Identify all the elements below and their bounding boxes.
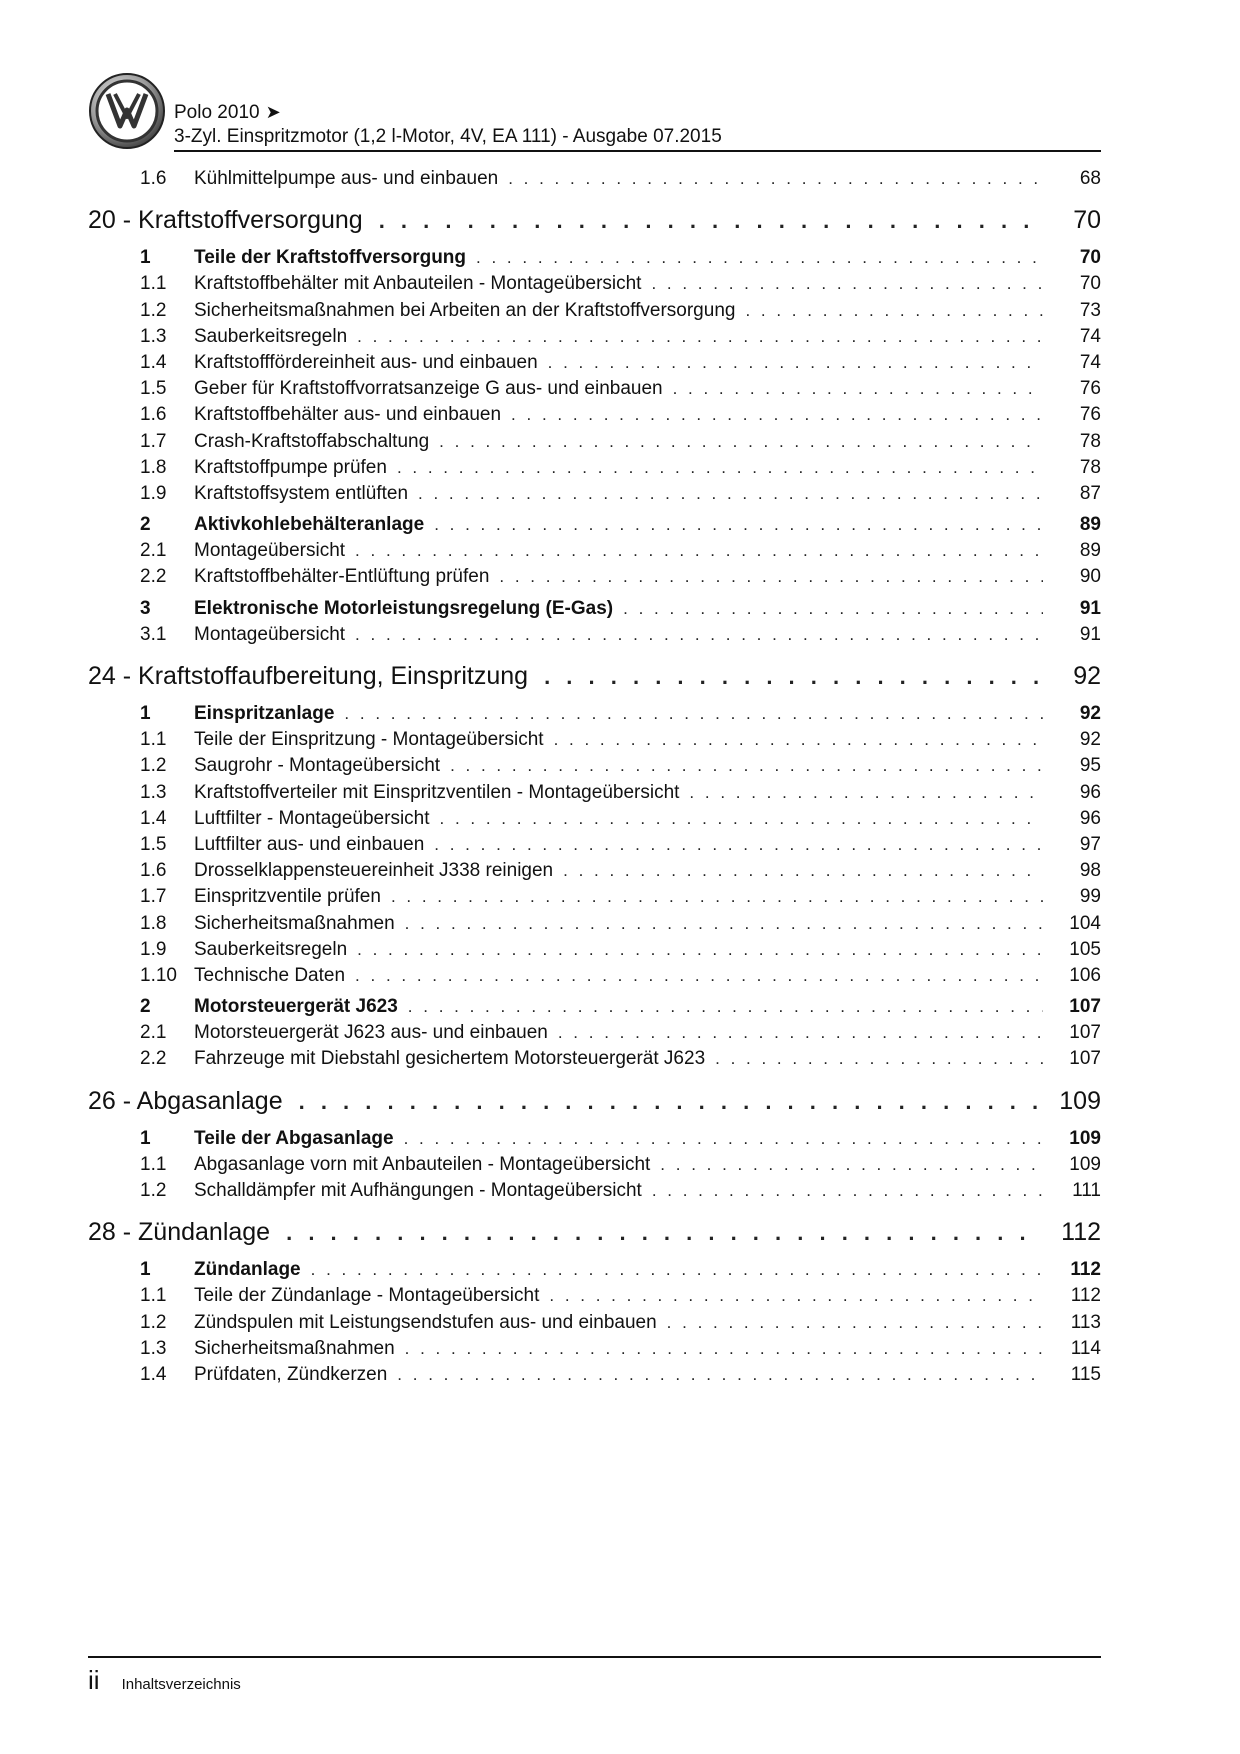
- toc-entry-page: 68: [1079, 168, 1101, 189]
- toc-entry-title: Teile der Kraftstoffversorgung: [194, 247, 467, 269]
- footer-divider: [88, 1656, 1101, 1658]
- toc-entry[interactable]: [88, 965, 1101, 991]
- toc-dot-leader: [563, 861, 1043, 881]
- toc-entry-number: 1: [140, 1127, 151, 1149]
- toc-entry-title: 26 - Abgasanlage: [88, 1086, 283, 1115]
- toc-chapter-entry[interactable]: [88, 1218, 1101, 1254]
- toc-entry-title: Motorsteuergerät J623 aus- und einbauen: [194, 1022, 548, 1044]
- toc-dot-leader: [357, 327, 1043, 347]
- toc-dot-leader: [450, 756, 1043, 776]
- toc-entry-title: Geber für Kraftstoffvorratsanzeige G aus- und einbauen: [194, 378, 663, 400]
- toc-entry[interactable]: [88, 1128, 1101, 1154]
- toc-entry-number: 1.2: [140, 299, 167, 321]
- toc-dot-leader: [548, 353, 1043, 373]
- toc-dot-leader: [311, 1260, 1043, 1280]
- toc-entry-title: Elektronische Motorleistungsregelung (E-Gas): [194, 597, 614, 619]
- toc-entry[interactable]: [88, 808, 1101, 834]
- toc-entry[interactable]: [88, 431, 1101, 457]
- toc-entry-number: 1.2: [140, 1180, 167, 1201]
- toc-dot-leader: [499, 567, 1043, 587]
- toc-entry[interactable]: [88, 404, 1101, 430]
- toc-entry-page: 92: [1079, 703, 1101, 724]
- toc-entry-page: 76: [1079, 404, 1101, 426]
- toc-entry-title: Motorsteuergerät J623: [194, 996, 398, 1018]
- toc-entry-title: Einspritzventile prüfen: [194, 886, 381, 908]
- toc-dot-leader: [408, 997, 1043, 1017]
- header-title: [174, 100, 722, 149]
- toc-entry-number: 1.7: [140, 886, 167, 908]
- toc-dot-leader: [355, 966, 1043, 986]
- toc-entry-title: 20 - Kraftstoffversorgung: [88, 206, 363, 235]
- toc-entry-number: 2: [140, 514, 151, 536]
- toc-entry-number: 1.4: [140, 807, 167, 829]
- toc-entry-title: Drosselklappensteuereinheit J338 reinigen: [194, 860, 554, 882]
- toc-entry[interactable]: [88, 457, 1101, 483]
- toc-chapter-entry[interactable]: [88, 662, 1101, 698]
- toc-entry[interactable]: [88, 378, 1101, 404]
- toc-entry[interactable]: [88, 514, 1101, 540]
- toc-chapter-entry[interactable]: [88, 206, 1101, 242]
- toc-entry[interactable]: [88, 939, 1101, 965]
- toc-entry[interactable]: [88, 598, 1101, 624]
- toc-dot-leader: [434, 515, 1043, 535]
- toc-entry-number: 1.3: [140, 325, 167, 347]
- toc-entry[interactable]: [88, 273, 1101, 299]
- toc-entry[interactable]: [88, 886, 1101, 912]
- page-header: [88, 72, 1101, 154]
- toc-entry[interactable]: [88, 624, 1101, 650]
- toc-dot-leader: [544, 664, 1043, 690]
- toc-entry-page: 87: [1079, 482, 1101, 504]
- toc-entry-number: 3: [140, 597, 151, 619]
- toc-entry-title: Kraftstoffsystem entlüften: [194, 482, 409, 504]
- toc-entry-page: 97: [1079, 833, 1101, 855]
- toc-entry[interactable]: [88, 703, 1101, 729]
- toc-entry-page: 74: [1079, 325, 1101, 347]
- toc-dot-leader: [652, 1181, 1043, 1201]
- toc-dot-leader: [476, 248, 1043, 268]
- toc-entry-page: 70: [1079, 247, 1101, 269]
- toc-entry-number: 1.1: [140, 1153, 167, 1175]
- toc-entry-title: Sicherheitsmaßnahmen: [194, 1337, 395, 1359]
- header-divider: [174, 150, 1101, 152]
- toc-entry-number: 2.1: [140, 540, 167, 562]
- toc-dot-leader: [440, 809, 1043, 829]
- toc-entry[interactable]: [88, 755, 1101, 781]
- toc-entry-page: 74: [1079, 351, 1101, 373]
- toc-entry-title: Saugrohr - Montageübersicht: [194, 755, 441, 777]
- toc-entry-number: 1.9: [140, 938, 167, 960]
- toc-entry-page: 89: [1079, 514, 1101, 536]
- toc-entry-number: 1.2: [140, 755, 167, 777]
- toc-entry-title: Schalldämpfer mit Aufhängungen - Montageübersicht: [194, 1180, 642, 1201]
- toc-entry-page: 76: [1079, 378, 1101, 400]
- toc-entry-title: Sauberkeitsregeln: [194, 938, 348, 960]
- toc-entry[interactable]: [88, 168, 1101, 194]
- toc-entry-title: Kraftstoffverteiler mit Einspritzventilen - Montageübersicht: [194, 781, 680, 803]
- toc-entry-title: Kraftstofffördereinheit aus- und einbauen: [194, 351, 538, 373]
- toc-entry[interactable]: [88, 300, 1101, 326]
- toc-entry[interactable]: [88, 1364, 1101, 1390]
- toc-entry[interactable]: [88, 860, 1101, 886]
- toc-entry[interactable]: [88, 729, 1101, 755]
- vw-logo-icon: [88, 72, 166, 150]
- toc-entry[interactable]: [88, 996, 1101, 1022]
- toc-entry[interactable]: [88, 1259, 1101, 1285]
- toc-entry-number: 1.7: [140, 430, 167, 452]
- toc-dot-leader: [651, 274, 1043, 294]
- toc-entry-number: 1.6: [140, 168, 167, 189]
- toc-entry-title: Sauberkeitsregeln: [194, 325, 348, 347]
- toc-entry-number: 1.5: [140, 833, 167, 855]
- toc-entry-title: Zündspulen mit Leistungsendstufen aus- und einbauen: [194, 1311, 657, 1333]
- toc-entry-title: Kraftstoffbehälter aus- und einbauen: [194, 404, 502, 426]
- toc-entry[interactable]: [88, 913, 1101, 939]
- toc-entry-number: 1.8: [140, 456, 167, 478]
- toc-entry-page: 107: [1069, 1048, 1101, 1070]
- toc-entry-page: 109: [1059, 1086, 1101, 1115]
- toc-entry-page: 109: [1069, 1127, 1101, 1149]
- toc-dot-leader: [286, 1220, 1043, 1246]
- toc-entry-page: 91: [1079, 597, 1101, 619]
- toc-entry-title: 28 - Zündanlage: [88, 1218, 271, 1247]
- toc-entry-page: 92: [1079, 729, 1101, 751]
- toc-entry[interactable]: [88, 540, 1101, 566]
- toc-entry-page: 106: [1069, 964, 1101, 986]
- toc-entry-number: 2.1: [140, 1022, 167, 1044]
- toc-entry-page: 96: [1079, 781, 1101, 803]
- toc-entry-number: 1.10: [140, 964, 177, 986]
- toc-entry-number: 1.9: [140, 482, 167, 504]
- header-model-line: [174, 100, 722, 125]
- toc-entry-page: 104: [1069, 912, 1101, 934]
- toc-entry-page: 78: [1079, 430, 1101, 452]
- toc-dot-leader: [405, 1339, 1043, 1359]
- toc-entry-page: 78: [1079, 456, 1101, 478]
- toc-dot-leader: [391, 887, 1043, 907]
- toc-entry-title: Kraftstoffpumpe prüfen: [194, 456, 387, 478]
- toc-entry-number: 1.4: [140, 351, 167, 373]
- toc-entry-page: 73: [1079, 299, 1101, 321]
- toc-entry[interactable]: [88, 1312, 1101, 1338]
- toc-dot-leader: [673, 379, 1043, 399]
- toc-dot-leader: [667, 1313, 1043, 1333]
- toc-chapter-entry[interactable]: [88, 1087, 1101, 1123]
- toc-entry-number: 1: [140, 247, 151, 269]
- toc-entry-page: 109: [1069, 1153, 1101, 1175]
- toc-entry-number: 1.5: [140, 378, 167, 400]
- toc-entry-page: 112: [1061, 1218, 1101, 1247]
- toc-dot-leader: [715, 1049, 1043, 1069]
- toc-dot-leader: [508, 169, 1043, 189]
- toc-dot-leader: [558, 1023, 1043, 1043]
- toc-entry-title: Montageübersicht: [194, 540, 346, 562]
- toc-entry-number: 1: [140, 703, 151, 724]
- toc-entry-number: 1.1: [140, 273, 167, 295]
- page-footer: [88, 1665, 241, 1696]
- header-engine-line: 3-Zyl. Einspritzmotor (1,2 l-Motor, 4V, EA 111) - Ausgabe 07.2015: [174, 126, 722, 147]
- toc-entry-page: 92: [1073, 662, 1101, 690]
- toc-entry-page: 107: [1069, 1022, 1101, 1044]
- toc-entry-page: 70: [1073, 206, 1101, 235]
- footer-section-title: Inhaltsverzeichnis: [121, 1676, 241, 1693]
- toc-dot-leader: [397, 1365, 1043, 1385]
- toc-entry[interactable]: [88, 1048, 1101, 1074]
- toc-entry-page: 90: [1079, 566, 1101, 588]
- toc-dot-leader: [623, 599, 1043, 619]
- toc-entry-title: Aktivkohlebehälteranlage: [194, 514, 425, 536]
- toc-entry-page: 115: [1070, 1363, 1101, 1385]
- toc-entry-page: 99: [1079, 886, 1101, 908]
- table-of-contents: [88, 168, 1101, 1390]
- toc-entry[interactable]: [88, 352, 1101, 378]
- toc-entry[interactable]: [88, 1285, 1101, 1311]
- toc-dot-leader: [355, 541, 1043, 561]
- toc-entry-title: Luftfilter - Montageübersicht: [194, 807, 430, 829]
- toc-dot-leader: [511, 405, 1043, 425]
- toc-entry-page: 112: [1070, 1285, 1101, 1307]
- toc-entry-title: Kühlmittelpumpe aus- und einbauen: [194, 168, 499, 189]
- toc-entry[interactable]: [88, 1154, 1101, 1180]
- toc-dot-leader: [344, 704, 1043, 724]
- toc-entry-number: 1.1: [140, 1285, 167, 1307]
- toc-entry-title: Zündanlage: [194, 1259, 301, 1281]
- toc-entry-page: 89: [1079, 540, 1101, 562]
- toc-entry-title: Teile der Zündanlage - Montageübersicht: [194, 1285, 540, 1307]
- toc-entry[interactable]: [88, 483, 1101, 509]
- toc-dot-leader: [554, 730, 1043, 750]
- toc-entry-page: 105: [1069, 938, 1101, 960]
- toc-entry-number: 1.2: [140, 1311, 167, 1333]
- toc-entry-title: Technische Daten: [194, 964, 346, 986]
- toc-entry-number: 2: [140, 996, 151, 1018]
- toc-dot-leader: [660, 1155, 1043, 1175]
- toc-dot-leader: [379, 208, 1043, 234]
- toc-entry-title: Teile der Einspritzung - Montageübersicht: [194, 729, 544, 751]
- toc-dot-leader: [418, 484, 1043, 504]
- toc-entry-title: Sicherheitsmaßnahmen bei Arbeiten an der Kraftstoffversorgung: [194, 299, 736, 321]
- toc-entry-title: Prüfdaten, Zündkerzen: [194, 1363, 388, 1385]
- toc-entry-page: 91: [1079, 623, 1101, 645]
- toc-dot-leader: [745, 301, 1043, 321]
- toc-entry-title: Kraftstoffbehälter mit Anbauteilen - Montageübersicht: [194, 273, 642, 295]
- toc-entry[interactable]: [88, 834, 1101, 860]
- toc-dot-leader: [689, 783, 1043, 803]
- toc-entry-title: Kraftstoffbehälter-Entlüftung prüfen: [194, 566, 490, 588]
- toc-entry-number: 3.1: [140, 623, 167, 645]
- toc-entry-number: 1.3: [140, 1337, 167, 1359]
- toc-entry[interactable]: [88, 566, 1101, 592]
- toc-entry-page: 95: [1079, 755, 1101, 777]
- toc-dot-leader: [404, 1129, 1043, 1149]
- toc-dot-leader: [405, 914, 1043, 934]
- toc-entry-page: 113: [1070, 1311, 1101, 1333]
- toc-entry-title: Abgasanlage vorn mit Anbauteilen - Montageübersicht: [194, 1153, 651, 1175]
- toc-entry-page: 70: [1079, 273, 1101, 295]
- toc-entry-number: 1.6: [140, 404, 167, 426]
- toc-entry-title: Teile der Abgasanlage: [194, 1127, 394, 1149]
- toc-entry-number: 1.8: [140, 912, 167, 934]
- toc-entry-page: 111: [1072, 1180, 1101, 1201]
- toc-dot-leader: [357, 940, 1043, 960]
- toc-entry-number: 1.6: [140, 860, 167, 882]
- toc-entry[interactable]: [88, 782, 1101, 808]
- toc-entry-number: 1.1: [140, 729, 167, 751]
- toc-entry-page: 114: [1070, 1337, 1101, 1359]
- toc-entry-title: Sicherheitsmaßnahmen: [194, 912, 395, 934]
- toc-entry-title: Montageübersicht: [194, 623, 346, 645]
- toc-entry-number: 1.4: [140, 1363, 167, 1385]
- toc-entry-title: Crash-Kraftstoffabschaltung: [194, 430, 430, 452]
- arrow-icon: ➤: [265, 102, 281, 122]
- toc-entry-page: 107: [1069, 996, 1101, 1018]
- toc-entry-page: 98: [1079, 860, 1101, 882]
- toc-dot-leader: [434, 835, 1043, 855]
- toc-dot-leader: [549, 1286, 1043, 1306]
- toc-dot-leader: [299, 1089, 1043, 1115]
- header-model: Polo 2010: [174, 102, 260, 123]
- toc-entry[interactable]: [88, 1022, 1101, 1048]
- footer-page-number: ii: [88, 1665, 100, 1695]
- toc-entry-title: Luftfilter aus- und einbauen: [194, 833, 425, 855]
- toc-entry-page: 96: [1079, 807, 1101, 829]
- toc-entry[interactable]: [88, 1180, 1101, 1206]
- toc-entry-title: 24 - Kraftstoffaufbereitung, Einspritzung: [88, 662, 529, 690]
- toc-entry-page: 112: [1070, 1259, 1101, 1281]
- toc-entry[interactable]: [88, 247, 1101, 273]
- toc-entry-number: 1.3: [140, 781, 167, 803]
- toc-entry[interactable]: [88, 326, 1101, 352]
- toc-entry-title: Einspritzanlage: [194, 703, 335, 724]
- toc-dot-leader: [397, 458, 1043, 478]
- toc-entry-title: Fahrzeuge mit Diebstahl gesichertem Motorsteuergerät J623: [194, 1048, 706, 1070]
- toc-entry[interactable]: [88, 1338, 1101, 1364]
- toc-dot-leader: [355, 625, 1043, 645]
- toc-entry-number: 1: [140, 1259, 151, 1281]
- toc-entry-number: 2.2: [140, 1048, 167, 1070]
- toc-entry-number: 2.2: [140, 566, 167, 588]
- toc-dot-leader: [439, 432, 1043, 452]
